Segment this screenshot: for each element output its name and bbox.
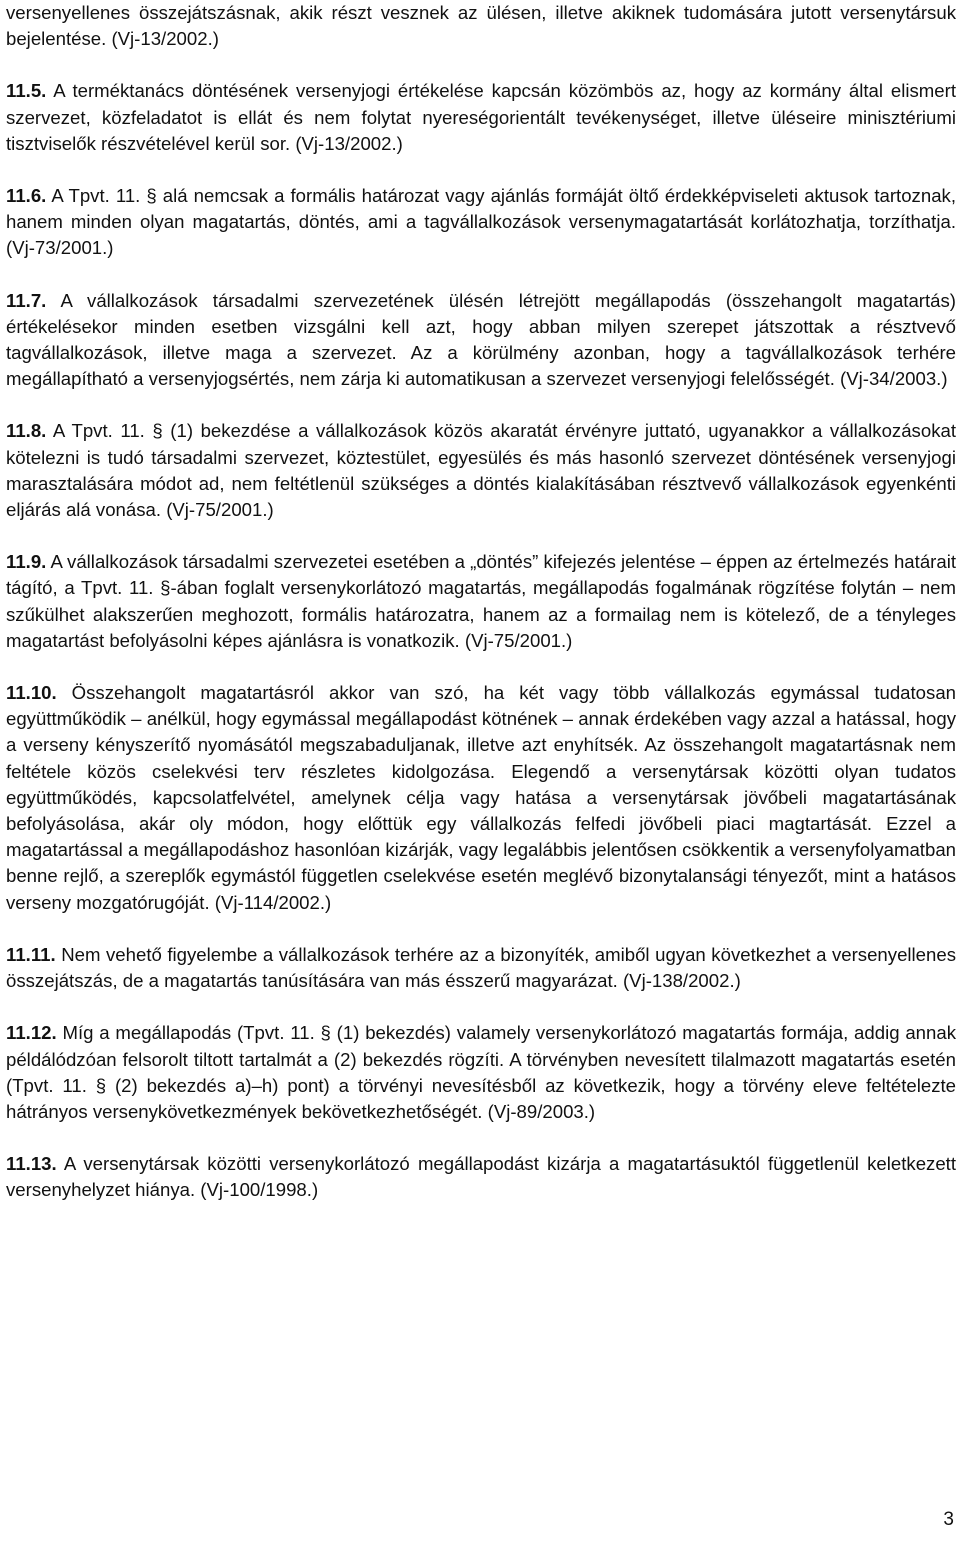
paragraph-number: 11.8. [6,420,47,442]
paragraph-text: A Tpvt. 11. § (1) bekezdése a vállalkozások közös akaratát érvényre juttató, ugyanakkor a vállalkozásokat kötelezni is tudó társadalmi szervezet, köztestület, egyesülés és más hasonló szervezet döntésének versenyjogi marasztalására módot ad, nem feltétlenül szükséges a döntés kialakításában résztvevő vállalkozások egyenkénti eljárás alá vonása. (Vj-75/2001.) [6,420,956,521]
paragraph-11-12 [6,1020,956,1125]
paragraph-number: 11.7. [6,289,47,311]
paragraph-number: 11.10. [6,682,57,704]
paragraph-text: Míg a megállapodás (Tpvt. 11. § (1) bekezdés) valamely versenykorlátozó magatartás formája, addig annak példálódzóan felsorolt tiltott tartalmát a (2) bekezdés rögzíti. A törvényben nevesített tilalmazott magatartás esetén (Tpvt. 11. § (2) bekezdés a)–h) pont) a törvényi nevesítésből az következik, hogy a törvény eleve feltételezte hátrányos versenykövetkezmények bekövetkezhetőségét. (Vj-89/2003.) [6,1022,956,1122]
document-page [6,0,956,1230]
paragraph-number: 11.6. [6,185,47,207]
paragraph-text: Összehangolt magatartásról akkor van szó, ha két vagy több vállalkozás egymással tudatosan együttműködik – anélkül, hogy egymással megállapodást kötnének – annak érdekében vagy azzal a hatással, hogy a verseny kényszerítő nyomásától megszabaduljanak, illetve azt enyhítsék. Az összehangolt magatartásnak nem feltétele közös cselekvési terv részletes kidolgozása. Elegendő a versenytársak közötti olyan tudatos együttműködés, kapcsolatfelvétel, amelynek célja vagy hatása a versenytársak jövőbeli magatartásának befolyásolása, akár oly módon, hogy előttük egy vállalkozás felfedi jövőbeli piaci magtartását. Ezzel a magatartással a megállapodáshoz hasonlóan kizárják, vagy legalábbis jelentősen csökkentik a versenyfolyamatban benne rejlő, a szereplők egymástól független cselekvése esetén meglévő bizonytalansági tényezőt, mint a hatásos verseny mozgatórugóját. (Vj-114/2002.) [6,682,956,913]
paragraph-11-6 [6,183,956,262]
paragraph-text: A vállalkozások társadalmi szervezetének ülésén létrejött megállapodás (összehangolt magatartás) értékelésekor minden esetben vizsgálni kell azt, hogy abban milyen szerepet játszottak a résztvevő tagvállalkozások, illetve maga a szervezet. Az a körülmény azonban, hogy a tagvállalkozások terhére megállapítható a versenyjogsértés, nem zárja ki automatikusan a szervezet versenyjogi felelősségét. (Vj-34/2003.) [6,289,956,390]
paragraph-continuation [6,0,956,52]
paragraph-11-5 [6,78,956,157]
paragraph-text: Nem vehető figyelembe a vállalkozások terhére az a bizonyíték, amiből ugyan következhet a versenyellenes összejátszás, de a magatartás tanúsítására van más ésszerű magyarázat. (Vj-138/2002.) [6,943,956,992]
paragraph-11-7 [6,288,956,393]
page-number: 3 [943,1509,954,1530]
paragraph-11-11 [6,942,956,994]
paragraph-text: versenyellenes összejátszásnak, akik részt vesznek az ülésen, illetve akiknek tudomására jutott versenytársuk bejelentése. (Vj-13/2002.) [6,2,956,50]
paragraph-number: 11.13. [6,1153,57,1175]
paragraph-text: A vállalkozások társadalmi szervezetei esetében a „döntés” kifejezés jelentése – éppen az értelmezés határait tágító, a Tpvt. 11. §-ában foglalt versenykorlátozó magatartás, megállapodás fogalmának rögzítése folytán – nem szűkülhet alakszerűen meghozott, formális határozatra, hanem az a formailag nem is kötelező, de a tényleges magatartást befolyásolni képes ajánlásra is vonatkozik. (Vj-75/2001.) [6,551,956,651]
paragraph-text: A Tpvt. 11. § alá nemcsak a formális határozat vagy ajánlás formáját öltő érdekképviseleti aktusok tartoznak, hanem minden olyan magatartás, döntés, ami a tagvállalkozások versenymagatartását korlátozhatja, torzíthatja. (Vj-73/2001.) [6,185,956,259]
paragraph-number: 11.12. [6,1022,57,1044]
paragraph-text: A terméktanács döntésének versenyjogi értékelése kapcsán közömbös az, hogy az kormány által elismert szervezet, közfeladatot is ellát és nem folytat nyereségorientált tevékenységet, illetve üléseire minisztériumi tisztviselők részvételével kerül sor. (Vj-13/2002.) [6,80,956,154]
paragraph-11-10 [6,680,956,916]
paragraph-number: 11.9. [6,551,47,573]
paragraph-number: 11.11. [6,943,56,965]
paragraph-11-8 [6,418,956,523]
paragraph-number: 11.5. [6,80,47,102]
paragraph-11-13 [6,1151,956,1203]
paragraph-text: A versenytársak közötti versenykorlátozó megállapodást kizárja a magatartásuktól függetlenül keletkezett versenyhelyzet hiánya. (Vj-100/1998.) [6,1153,956,1201]
paragraph-11-9 [6,549,956,654]
